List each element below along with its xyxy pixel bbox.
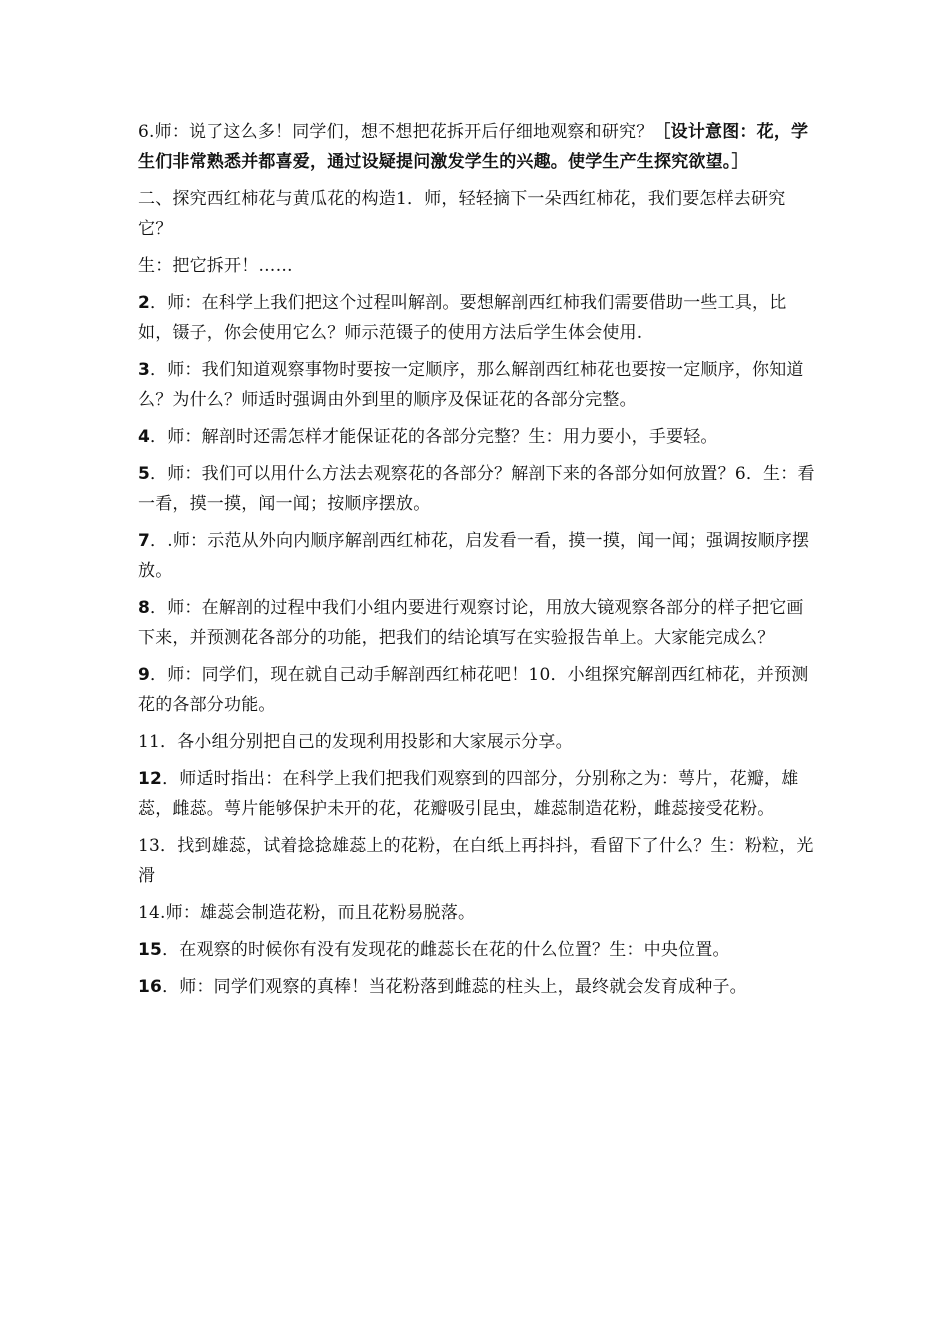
student-reply-paragraph bbox=[138, 251, 818, 281]
paragraph-number: 12 bbox=[138, 769, 163, 789]
document-body bbox=[138, 117, 818, 1009]
paragraph-text: 13．找到雄蕊，试着捻捻雄蕊上的花粉，在白纸上再抖抖，看留下了什么？生：粉粒，光滑 bbox=[138, 836, 814, 886]
paragraph-number: 9 bbox=[138, 665, 151, 685]
paragraph-5 bbox=[138, 459, 818, 519]
paragraph-2 bbox=[138, 288, 818, 348]
paragraph-number: 15 bbox=[138, 940, 163, 960]
paragraph-text: 6.师：说了这么多！同学们，想不想把花拆开后仔细地观察和研究？ bbox=[138, 122, 654, 142]
paragraph-number: 8 bbox=[138, 598, 151, 618]
paragraph-text: ．师：同学们观察的真棒！当花粉落到雌蕊的柱头上，最终就会发育成种子。 bbox=[162, 977, 747, 997]
paragraph-text: ．师：同学们，现在就自己动手解剖西红柿花吧！10．小组探究解剖西红柿花，并预测花的各部分功能。 bbox=[138, 665, 809, 715]
paragraph-text: 14.师：雄蕊会制造花粉，而且花粉易脱落。 bbox=[138, 903, 476, 923]
paragraph-16 bbox=[138, 972, 818, 1002]
paragraph-number: 4 bbox=[138, 427, 151, 447]
paragraph-text: ．师：我们知道观察事物时要按一定顺序，那么解剖西红柿花也要按一定顺序，你知道么？为什么？师适时强调由外到里的顺序及保证花的各部分完整。 bbox=[138, 360, 804, 410]
paragraph-8 bbox=[138, 593, 818, 653]
paragraph-13 bbox=[138, 831, 818, 891]
paragraph-3 bbox=[138, 355, 818, 415]
paragraph-9 bbox=[138, 660, 818, 720]
paragraph-number: 2 bbox=[138, 293, 151, 313]
paragraph-text: ．师适时指出：在科学上我们把我们观察到的四部分，分别称之为：萼片，花瓣，雄蕊，雌蕊。萼片能够保护未开的花，花瓣吸引昆虫，雄蕊制造花粉，雌蕊接受花粉。 bbox=[138, 769, 799, 819]
paragraph-text: 11．各小组分别把自己的发现利用投影和大家展示分享。 bbox=[138, 732, 573, 752]
paragraph-text: ．.师：示范从外向内顺序解剖西红柿花，启发看一看，摸一摸，闻一闻；强调按顺序摆放。 bbox=[138, 531, 810, 581]
section-heading-paragraph bbox=[138, 184, 818, 244]
paragraph-14 bbox=[138, 898, 818, 928]
paragraph-text: ．在观察的时候你有没有发现花的雌蕊长在花的什么位置？生：中央位置。 bbox=[162, 940, 730, 960]
paragraph-number: 5 bbox=[138, 464, 151, 484]
paragraph-6 bbox=[138, 117, 818, 177]
paragraph-number: 3 bbox=[138, 360, 151, 380]
paragraph-15 bbox=[138, 935, 818, 965]
paragraph-number: 7 bbox=[138, 531, 151, 551]
paragraph-text: ．师：我们可以用什么方法去观察花的各部分？解剖下来的各部分如何放置？6．生：看一看，摸一摸，闻一闻；按顺序摆放。 bbox=[138, 464, 815, 514]
paragraph-11 bbox=[138, 727, 818, 757]
paragraph-7 bbox=[138, 526, 818, 586]
paragraph-text: 二、探究西红柿花与黄瓜花的构造1．师，轻轻摘下一朵西红柿花，我们要怎样去研究它？ bbox=[138, 189, 786, 239]
paragraph-text: ．师：在科学上我们把这个过程叫解剖。要想解剖西红柿我们需要借助一些工具，比如，镊子，你会使用它么？师示范镊子的使用方法后学生体会使用. bbox=[138, 293, 787, 343]
paragraph-4 bbox=[138, 422, 818, 452]
paragraph-text: ．师：在解剖的过程中我们小组内要进行观察讨论，用放大镜观察各部分的样子把它画下来，并预测花各部分的功能，把我们的结论填写在实验报告单上。大家能完成么？ bbox=[138, 598, 804, 648]
design-intent-note: ［设计意图：花，学生们非常熟悉并都喜爱，通过设疑提问激发学生的兴趣。使学生产生探究欲望。］ bbox=[138, 122, 809, 172]
paragraph-number: 16 bbox=[138, 977, 163, 997]
paragraph-text: ．师：解剖时还需怎样才能保证花的各部分完整？生：用力要小，手要轻。 bbox=[150, 427, 718, 447]
paragraph-12 bbox=[138, 764, 818, 824]
paragraph-text: 生：把它拆开！…… bbox=[138, 256, 293, 276]
